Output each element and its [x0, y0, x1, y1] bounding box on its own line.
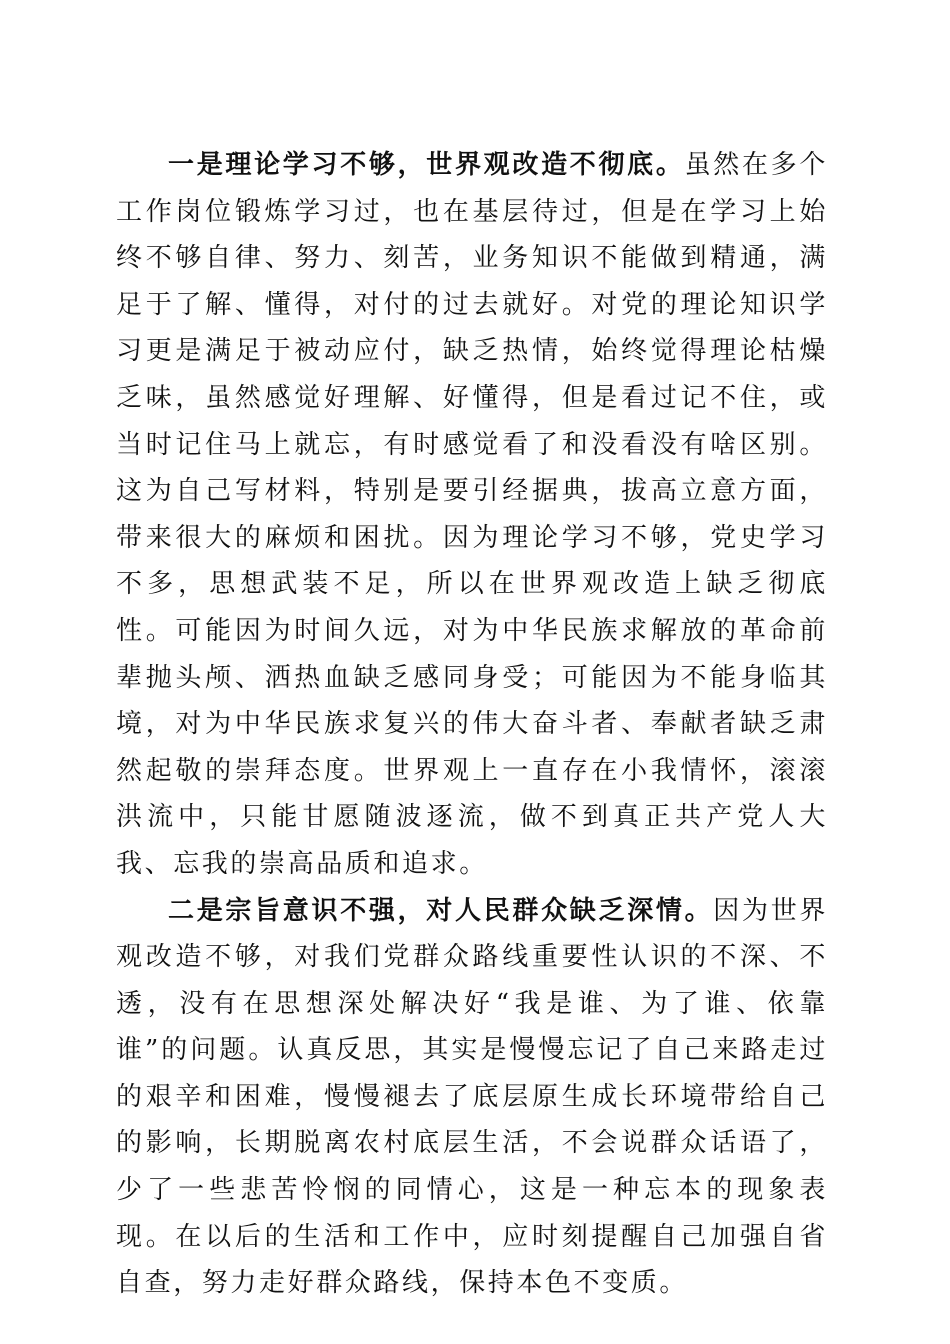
paragraph-1-text: 虽然在多个工作岗位锻炼学习过，也在基层待过，但是在学习上始终不够自律、努力、刻苦，业务知识不能做到精通，满足于了解、懂得，对付的过去就好。对党的理论知识学习更是满足于被动应付，缺乏热情，始终觉得理论枯燥乏味，虽然感觉好理解、好懂得，但是看过记不住，或当时记住马上就忘，有时感觉看了和没看没有啥区别。这为自己写材料，特别是要引经据典，拔高立意方面，带来很大的麻烦和困扰。因为理论学习不够，党史学习不多，思想武装不足，所以在世界观改造上缺乏彻底性。可能因为时间久远，对为中华民族求解放的革命前辈抛头颅、洒热血缺乏感同身受；可能因为不能身临其境，对为中华民族求复兴的伟大奋斗者、奉献者缺乏肃然起敬的崇拜态度。世界观上一直存在小我情怀，滚滚洪流中，只能甘愿随波逐流，做不到真正共产党人大我、忘我的崇高品质和追求。 — [116, 150, 828, 879]
document-body — [116, 142, 828, 1307]
paragraph-2-text: 因为世界观改造不够，对我们党群众路线重要性认识的不深、不透，没有在思想深处解决好“我是谁、为了谁、依靠谁”的问题。认真反思，其实是慢慢忘记了自己来路走过的艰辛和困难，慢慢褪去了底层原生成长环境带给自己的影响，长期脱离农村底层生活，不会说群众话语了，少了一些悲苦怜悯的同情心，这是一种忘本的现象表现。在以后的生活和工作中，应时刻提醒自己加强自省自查，努力走好群众路线，保持本色不变质。 — [116, 895, 828, 1299]
paragraph-2 — [116, 888, 828, 1307]
paragraph-1 — [116, 142, 828, 888]
paragraph-1-heading: 一是理论学习不够，世界观改造不彻底。 — [168, 150, 685, 180]
paragraph-2-heading: 二是宗旨意识不强，对人民群众缺乏深情。 — [168, 895, 714, 926]
